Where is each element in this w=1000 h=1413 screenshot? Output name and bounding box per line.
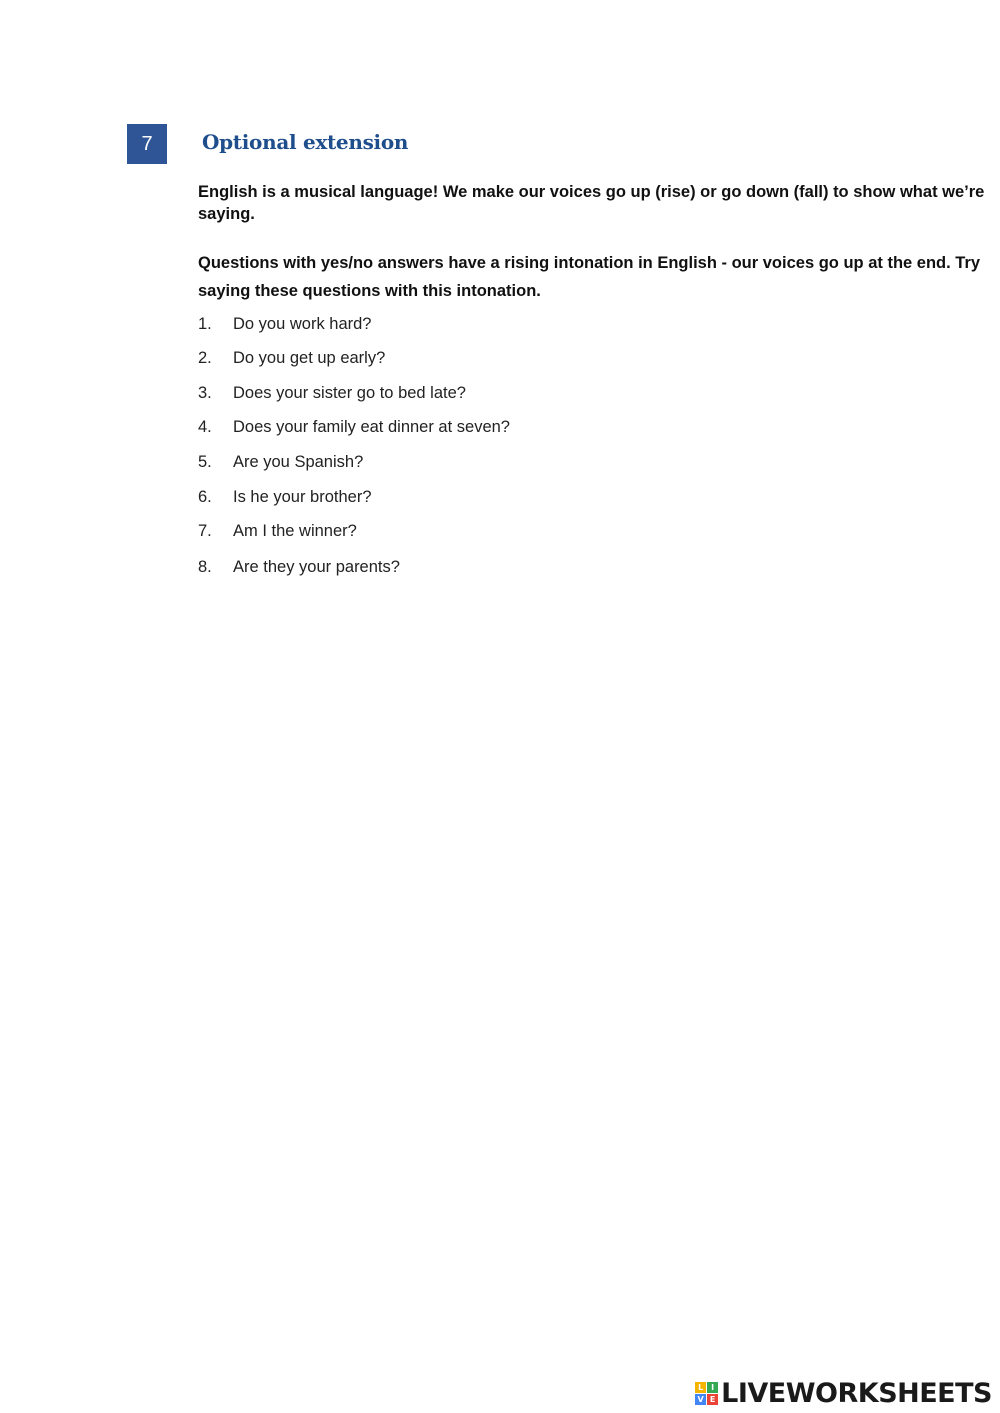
question-text: Does your family eat dinner at seven? (233, 418, 510, 436)
liveworksheets-logo-icon (695, 1382, 718, 1405)
section-number-badge: 7 (127, 124, 167, 164)
logo-letter-i: I (707, 1382, 718, 1393)
question-number: 5. (198, 453, 212, 471)
question-item (198, 486, 372, 508)
question-number: 6. (198, 488, 212, 506)
instruction-paragraph: Questions with yes/no answers have a rising intonation in English - our voices go up at the end. Try saying these questions with this intonation. (198, 254, 981, 300)
question-text: Do you work hard? (233, 315, 372, 333)
question-number: 3. (198, 384, 212, 402)
question-text: Are they your parents? (233, 558, 400, 576)
section-title: Optional extension (202, 130, 409, 154)
liveworksheets-logo[interactable] (695, 1375, 992, 1411)
logo-letter-e: E (707, 1394, 718, 1405)
question-item (198, 382, 466, 404)
question-item (198, 520, 357, 542)
question-item (198, 313, 372, 335)
question-number: 1. (198, 315, 212, 333)
question-number: 8. (198, 558, 212, 576)
question-text: Is he your brother? (233, 488, 372, 506)
question-item (198, 347, 385, 369)
question-item (198, 451, 363, 473)
question-text: Are you Spanish? (233, 453, 364, 471)
question-number: 2. (198, 349, 212, 367)
logo-text: LIVEWORKSHEETS (721, 1377, 992, 1409)
question-item (198, 416, 510, 438)
intro-paragraph: English is a musical language! We make our voices go up (rise) or go down (fall) to show what we’re saying. (198, 183, 985, 223)
question-text: Does your sister go to bed late? (233, 384, 466, 402)
logo-letter-v: V (695, 1394, 706, 1405)
question-number: 7. (198, 522, 212, 540)
question-item (198, 556, 400, 578)
question-text: Am I the winner? (233, 522, 357, 540)
logo-letter-l: L (695, 1382, 706, 1393)
question-number: 4. (198, 418, 212, 436)
question-text: Do you get up early? (233, 349, 386, 367)
